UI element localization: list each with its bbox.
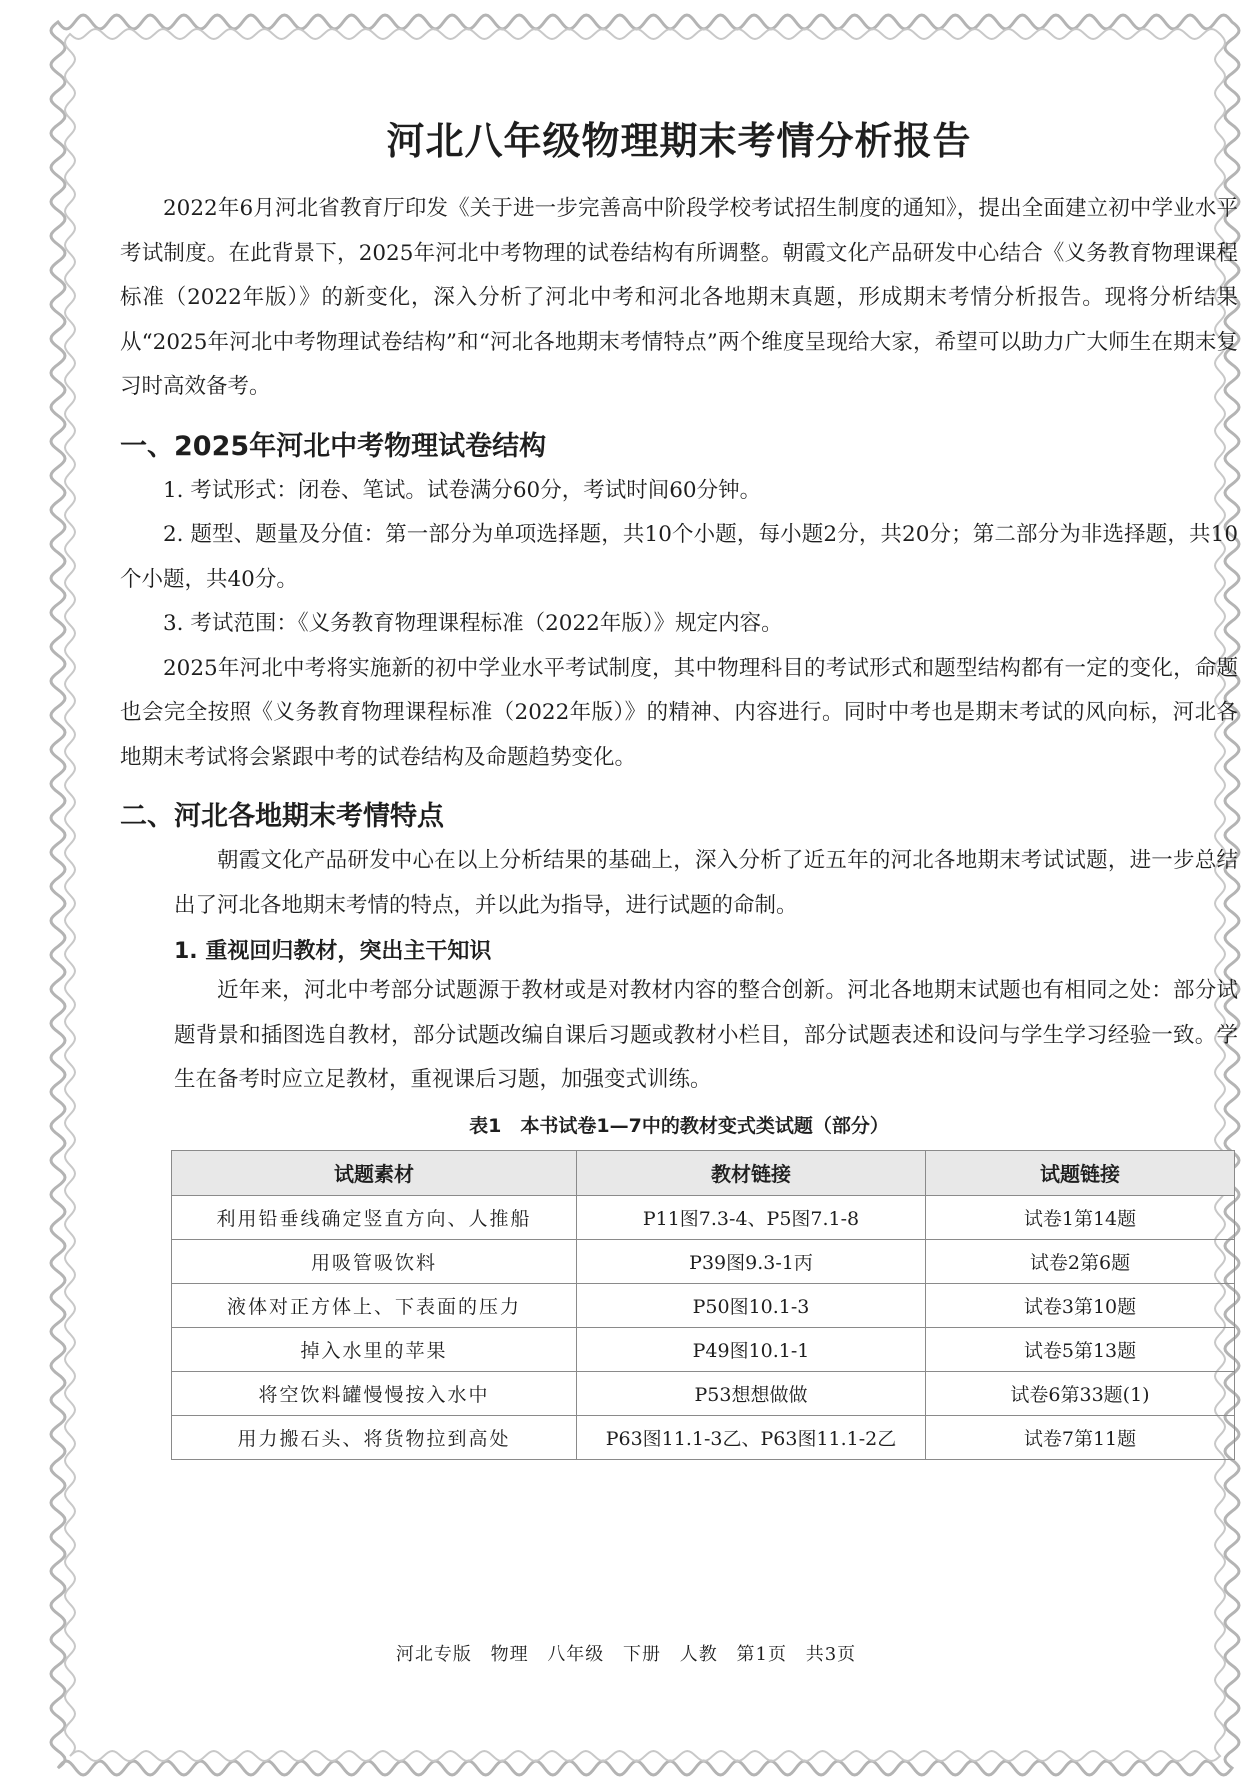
table-cell: 试卷7第11题 (926, 1415, 1235, 1459)
page-footer (0, 1640, 1252, 1666)
footer-grade: 八年级 (547, 1644, 605, 1665)
table-cell: 利用铅垂线确定竖直方向、人推船 (172, 1195, 577, 1239)
table-cell: P50图10.1-3 (577, 1283, 926, 1327)
page-content (120, 110, 1238, 1460)
table-cell: 液体对正方体上、下表面的压力 (172, 1283, 577, 1327)
table-cell: P49图10.1-1 (577, 1327, 926, 1371)
table-cell: 试卷5第13题 (926, 1327, 1235, 1371)
list-item: 2. 题型、题量及分值：第一部分为单项选择题，共10个小题，每小题2分，共20分；第二部分为非选择题，共10个小题，共40分。 (120, 522, 1238, 592)
table-cell: 试卷6第33题(1) (926, 1371, 1235, 1415)
exam-structure-paragraph: 2025年河北中考将实施新的初中学业水平考试制度，其中物理科目的考试形式和题型结构都有一定的变化，命题也会完全按照《义务教育物理课程标准（2022年版）》的精神、内容进行。同时中考也是期末考试的风向标，河北各地期末考试将会紧跟中考的试卷结构及命题趋势变化。 (120, 655, 1238, 770)
table-cell: P63图11.1-3乙、P63图11.1-2乙 (577, 1415, 926, 1459)
table-cell: 用力搬石头、将货物拉到高处 (172, 1415, 577, 1459)
subsection-heading-textbook: 1. 重视回归教材，突出主干知识 (174, 939, 492, 964)
page-title: 河北八年级物理期末考情分析报告 (386, 119, 972, 163)
table-row (172, 1239, 1235, 1283)
table-row (172, 1327, 1235, 1371)
footer-page-number: 第1页 (736, 1644, 787, 1665)
table-cell: P39图9.3-1丙 (577, 1239, 926, 1283)
table-cell: P53想想做做 (577, 1371, 926, 1415)
table-row (172, 1195, 1235, 1239)
table-cell: 将空饮料罐慢慢按入水中 (172, 1371, 577, 1415)
column-header: 试题素材 (172, 1150, 577, 1195)
footer-publisher: 人教 (679, 1644, 718, 1665)
table-cell: 用吸管吸饮料 (172, 1239, 577, 1283)
textbook-variants-table (171, 1150, 1235, 1460)
table-caption: 表1 本书试卷1—7中的教材变式类试题（部分） (469, 1114, 889, 1137)
table-row (172, 1371, 1235, 1415)
column-header: 教材链接 (577, 1150, 926, 1195)
footer-edition: 河北专版 (395, 1644, 472, 1665)
exam-structure-list (120, 469, 1238, 647)
footer-subject: 物理 (490, 1644, 529, 1665)
table-cell: 掉入水里的苹果 (172, 1327, 577, 1371)
footer-page-total: 共3页 (805, 1644, 857, 1665)
column-header: 试题链接 (926, 1150, 1235, 1195)
list-item: 1. 考试形式：闭卷、笔试。试卷满分60分，考试时间60分钟。 (163, 477, 762, 503)
table-cell: P11图7.3-4、P5图7.1-8 (577, 1195, 926, 1239)
footer-volume: 下册 (623, 1644, 662, 1665)
table-row (172, 1415, 1235, 1459)
intro-paragraph: 2022年6月河北省教育厅印发《关于进一步完善高中阶段学校考试招生制度的通知》，提出全面建立初中学业水平考试制度。在此背景下，2025年河北中考物理的试卷结构有所调整。朝霞文化产品研发中心结合《义务教育物理课程标准（2022年版）》的新变化，深入分析了河北中考和河北各地期末真题，形成期末考情分析报告。现将分析结果从“2025年河北中考物理试卷结构”和“河北各地期末考情特点”两个维度呈现给大家，希望可以助力广大师生在期末复习时高效备考。 (120, 196, 1238, 399)
section-heading-exam-structure: 一、2025年河北中考物理试卷结构 (120, 430, 547, 462)
section-heading-exam-features: 二、河北各地期末考情特点 (120, 801, 444, 832)
table-cell: 试卷1第14题 (926, 1195, 1235, 1239)
list-item: 3. 考试范围：《义务教育物理课程标准（2022年版）》规定内容。 (163, 611, 783, 636)
table-header-row (172, 1150, 1235, 1195)
textbook-paragraph: 近年来，河北中考部分试题源于教材或是对教材内容的整合创新。河北各地期末试题也有相同之处：部分试题背景和插图选自教材，部分试题改编自课后习题或教材小栏目，部分试题表述和设问与学生学习经验一致。学生在备考时应立足教材，重视课后习题，加强变式训练。 (174, 978, 1238, 1092)
table-cell: 试卷3第10题 (926, 1283, 1235, 1327)
table-row (172, 1283, 1235, 1327)
table-cell: 试卷2第6题 (926, 1239, 1235, 1283)
exam-features-paragraph: 朝霞文化产品研发中心在以上分析结果的基础上，深入分析了近五年的河北各地期末考试试题，进一步总结出了河北各地期末考情的特点，并以此为指导，进行试题的命制。 (174, 848, 1238, 918)
